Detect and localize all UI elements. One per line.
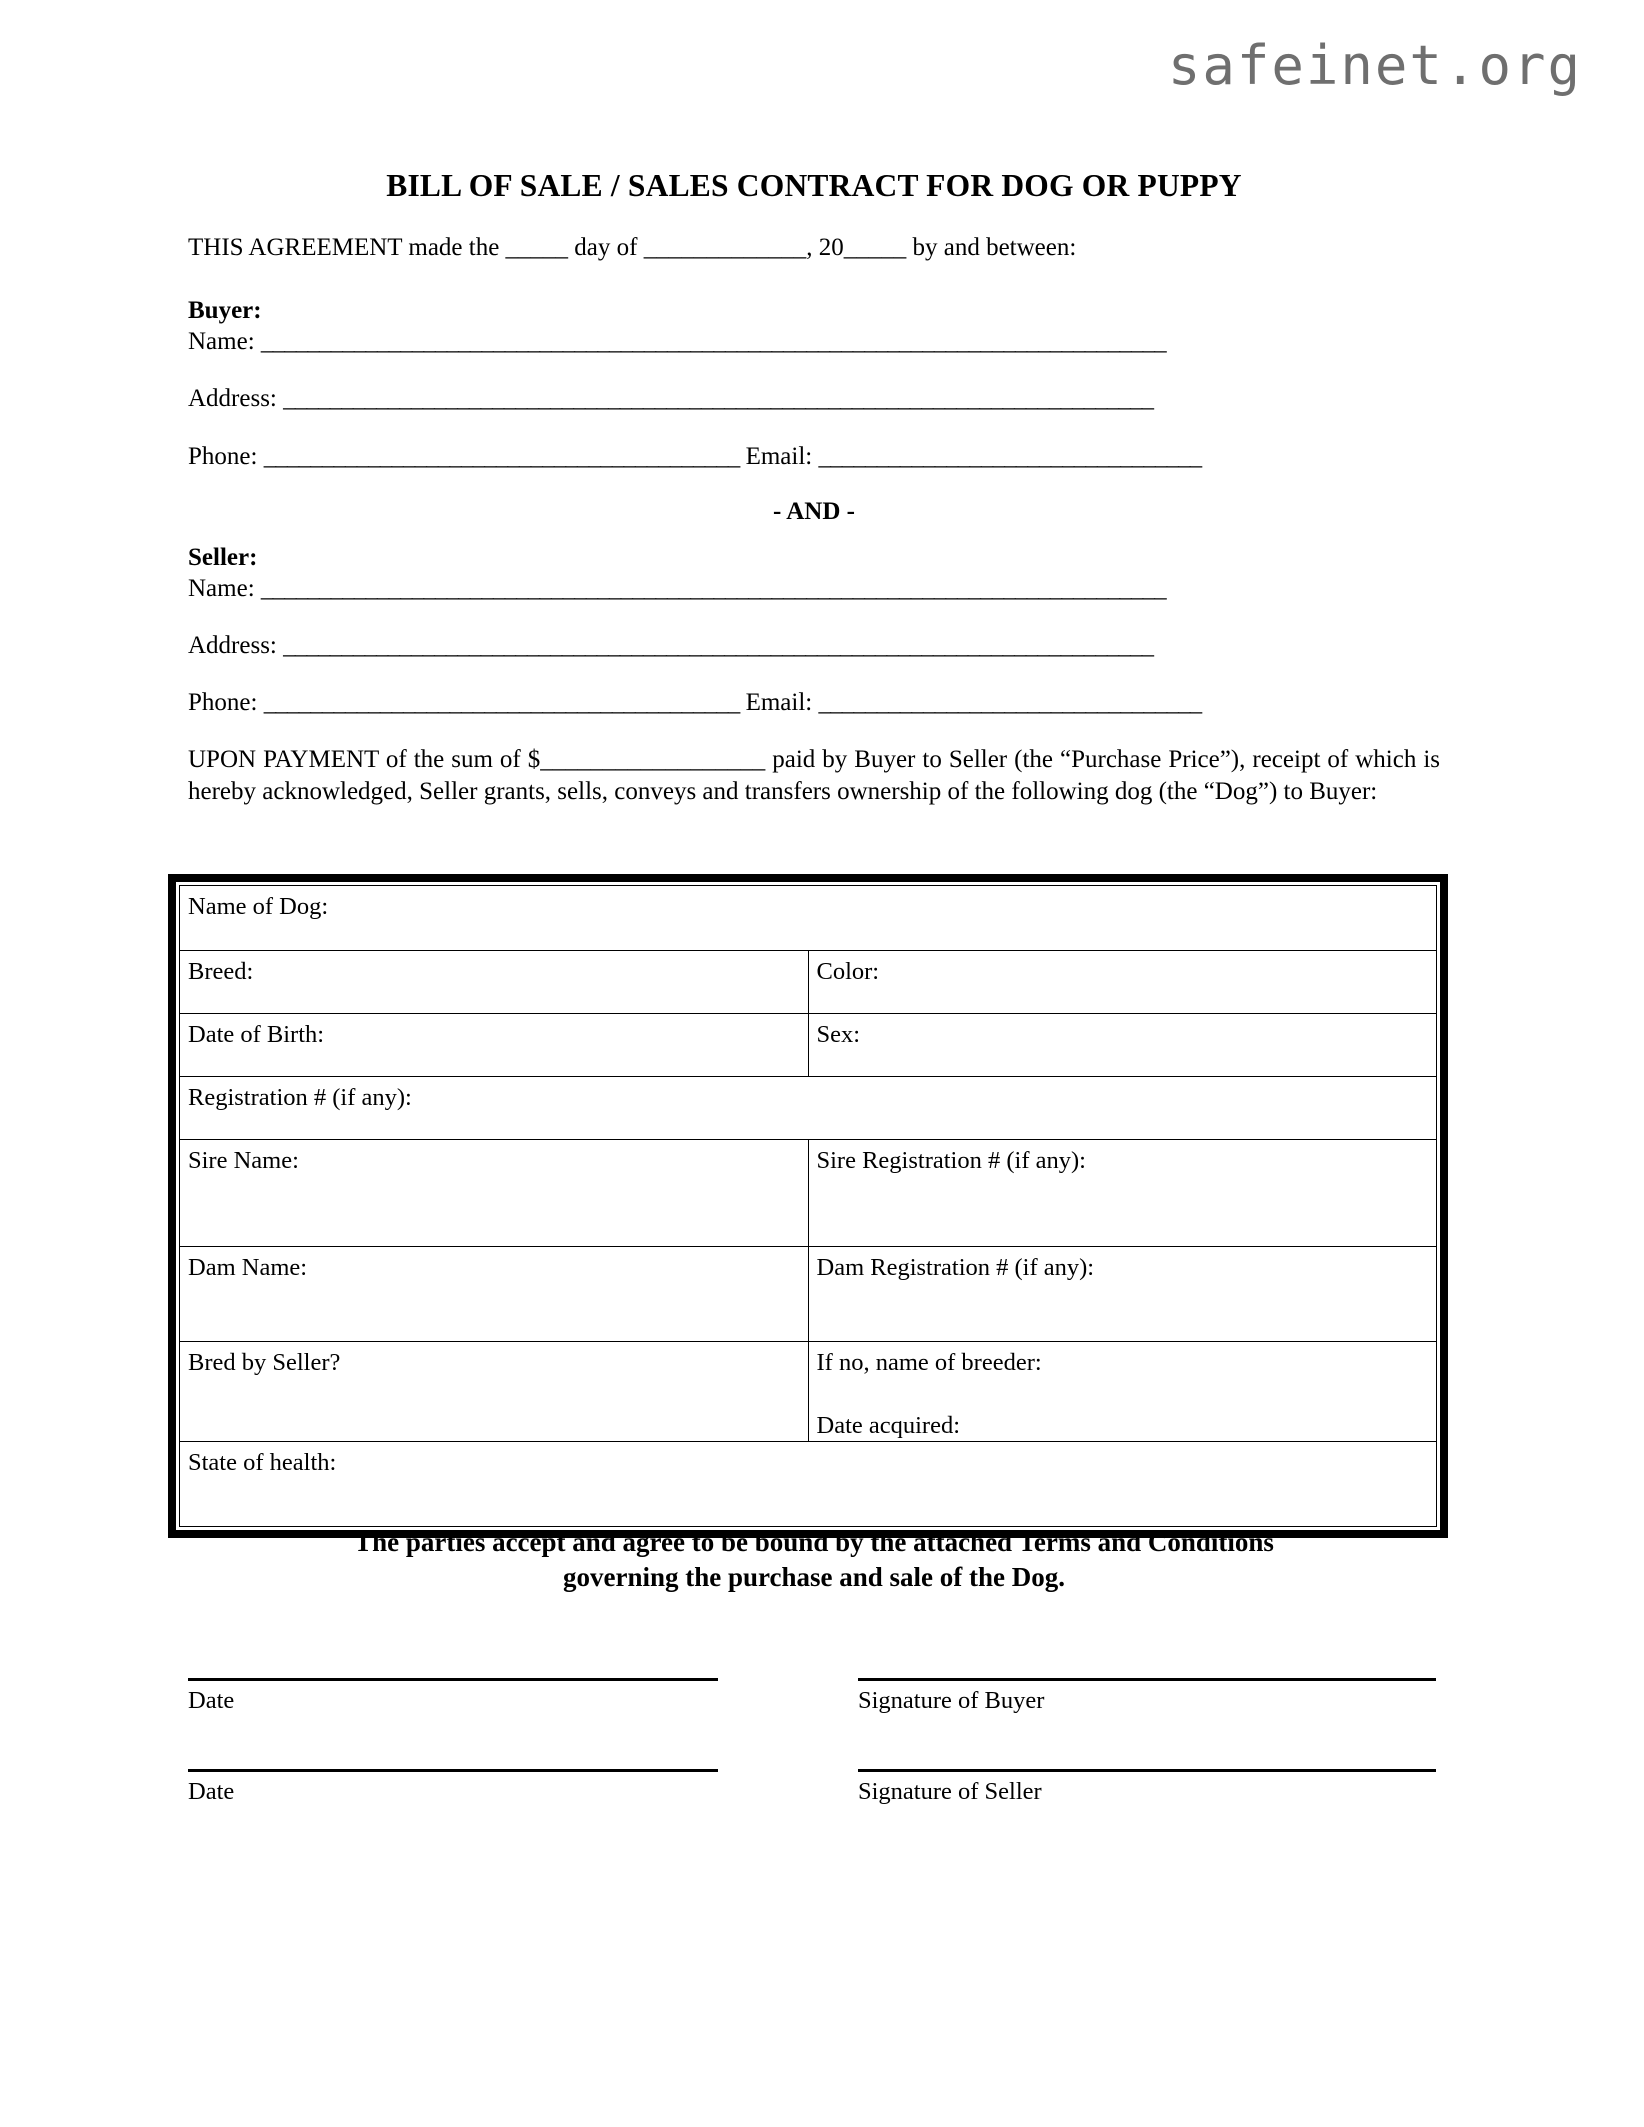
table-row bbox=[180, 1247, 1437, 1342]
seller-signature-label: Signature of Seller bbox=[858, 1778, 1042, 1806]
table-row bbox=[180, 886, 1437, 951]
acceptance-line-1: The parties accept and agree to be bound by the attached Terms and Conditions bbox=[354, 1527, 1274, 1557]
cell-color[interactable]: Color: bbox=[808, 951, 1437, 1014]
buyer-address-fill-line[interactable]: ___________________________________________________________________________ bbox=[283, 385, 1154, 413]
buyer-phone-label: Phone: bbox=[188, 442, 258, 470]
seller-date-field[interactable] bbox=[188, 1769, 718, 1806]
buyer-contact-row bbox=[188, 441, 1440, 472]
buyer-date-field[interactable] bbox=[188, 1678, 718, 1715]
buyer-phone-fill-line[interactable]: _________________________________________ bbox=[263, 442, 740, 470]
cell-sex[interactable]: Sex: bbox=[808, 1014, 1437, 1077]
seller-date-label: Date bbox=[188, 1778, 235, 1806]
buyer-name-row bbox=[188, 326, 1440, 357]
cell-state-of-health[interactable]: State of health: bbox=[180, 1441, 1437, 1526]
breeder-name-label: If no, name of breeder: bbox=[816, 1349, 1042, 1376]
seller-signature-row bbox=[188, 1769, 1448, 1806]
agreement-intro-line: THIS AGREEMENT made the _____ day of _____________, 20_____ by and between: bbox=[188, 234, 1077, 261]
buyer-name-label: Name: bbox=[188, 328, 255, 355]
and-separator: - AND - bbox=[773, 497, 855, 525]
seller-section-heading: Seller: bbox=[188, 543, 258, 571]
buyer-email-fill-line[interactable]: _________________________________ bbox=[818, 442, 1202, 470]
buyer-name-fill-line[interactable]: ______________________________________________________________________________ bbox=[260, 328, 1166, 355]
cell-sire-name[interactable]: Sire Name: bbox=[180, 1140, 809, 1247]
seller-phone-fill-line[interactable]: _________________________________________ bbox=[263, 689, 740, 716]
dog-details-table-container bbox=[168, 874, 1448, 1538]
cell-name-of-dog[interactable]: Name of Dog: bbox=[180, 886, 1437, 951]
seller-address-fill-line[interactable]: ___________________________________________________________________________ bbox=[283, 631, 1154, 659]
acceptance-statement bbox=[188, 1525, 1440, 1595]
buyer-address-label: Address: bbox=[188, 385, 277, 413]
document-body bbox=[188, 168, 1440, 808]
signature-block bbox=[188, 1678, 1448, 1861]
table-row bbox=[180, 1342, 1437, 1442]
page-title: BILL OF SALE / SALES CONTRACT FOR DOG OR PUPPY bbox=[386, 168, 1242, 203]
buyer-address-row bbox=[188, 383, 1440, 414]
cell-dam-name[interactable]: Dam Name: bbox=[180, 1247, 809, 1342]
cell-breeder-info[interactable] bbox=[808, 1342, 1437, 1442]
seller-address-label: Address: bbox=[188, 631, 277, 659]
seller-name-label: Name: bbox=[188, 574, 255, 602]
seller-email-label: Email: bbox=[745, 689, 813, 716]
date-acquired-label: Date acquired: bbox=[816, 1411, 961, 1439]
table-row bbox=[180, 951, 1437, 1014]
buyer-email-label: Email: bbox=[745, 442, 813, 470]
table-row bbox=[180, 1014, 1437, 1077]
acceptance-line-2: governing the purchase and sale of the Dog. bbox=[562, 1562, 1066, 1593]
cell-dam-registration[interactable]: Dam Registration # (if any): bbox=[808, 1247, 1437, 1342]
seller-name-fill-line[interactable]: ______________________________________________________________________________ bbox=[260, 574, 1166, 602]
buyer-section-heading: Buyer: bbox=[188, 297, 262, 325]
seller-phone-label: Phone: bbox=[188, 689, 258, 716]
table-row bbox=[180, 1441, 1437, 1526]
seller-email-fill-line[interactable]: _________________________________ bbox=[818, 689, 1202, 716]
dog-details-table bbox=[179, 885, 1437, 1527]
seller-signature-field[interactable] bbox=[858, 1769, 1436, 1806]
buyer-signature-row bbox=[188, 1678, 1448, 1715]
seller-name-row bbox=[188, 573, 1440, 604]
cell-bred-by-seller[interactable]: Bred by Seller? bbox=[180, 1342, 809, 1442]
cell-sire-registration[interactable]: Sire Registration # (if any): bbox=[808, 1140, 1437, 1247]
site-watermark: safeinet.org bbox=[1167, 34, 1582, 97]
seller-address-row bbox=[188, 630, 1440, 661]
cell-breed[interactable]: Breed: bbox=[180, 951, 809, 1014]
buyer-signature-field[interactable] bbox=[858, 1678, 1436, 1715]
table-row bbox=[180, 1077, 1437, 1140]
table-row bbox=[180, 1140, 1437, 1247]
seller-contact-row bbox=[188, 687, 1440, 718]
buyer-date-label: Date bbox=[188, 1687, 235, 1714]
buyer-signature-label: Signature of Buyer bbox=[858, 1687, 1045, 1714]
cell-registration-number[interactable]: Registration # (if any): bbox=[180, 1077, 1437, 1140]
cell-date-of-birth[interactable]: Date of Birth: bbox=[180, 1014, 809, 1077]
payment-paragraph: UPON PAYMENT of the sum of $__________________ paid by Buyer to Seller (the “Purchase Price”), receipt of which is hereby acknowledged, Seller grants, sells, conveys and transfers ownership of the following dog (the “Dog”) to Buyer: bbox=[188, 746, 1440, 806]
